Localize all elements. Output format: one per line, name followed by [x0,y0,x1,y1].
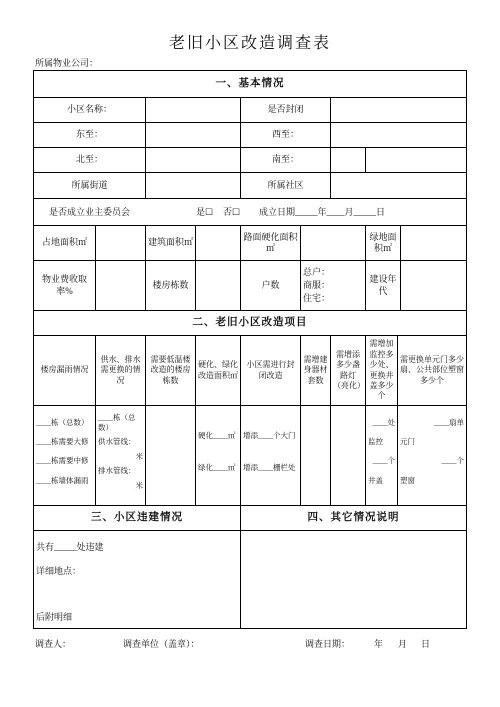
south-value-cell [331,148,366,173]
supply-pipe-label: 供水管线： [98,437,136,446]
community-value-cell [331,173,467,199]
section2-header: 二、老旧小区改造项目 [34,311,467,336]
households-total-line: 总户： [303,266,331,277]
street-label: 所属街道 [34,173,146,199]
column-header-hardening-greening: 硬化、绿化改造面积㎡ [196,336,241,406]
leak-wall-line: ____栋墙体漏雨 [36,475,89,485]
leak-major-repair-line: ____栋需要大修 [36,436,89,446]
hardening-area-line: 硬化____㎡ [198,430,236,440]
owners-committee-cell [34,199,467,226]
window-count-line: ____个 [441,456,464,466]
other-notes-cell [241,531,467,629]
section4-header: 四、其它情况说明 [241,506,467,531]
add-fences-line: 增添____栅栏处 [243,462,296,472]
east-value-cell [146,123,241,148]
building-area-label: 建筑面积㎡ [146,226,196,261]
column-header-water-pipes: 供水、排水需更换的情况 [96,336,146,406]
owners-committee-label: 是否成立业主委员会 [49,207,131,217]
build-year-value-cell [401,261,467,311]
survey-table [33,70,467,629]
fitness-equipment-cell [301,406,331,506]
owners-committee-row [34,199,467,226]
doors-windows-cell [398,406,467,506]
north-label: 北至： [34,148,146,173]
monitoring-label: 监控 [368,436,383,446]
building-area-value-cell [196,226,241,261]
east-label: 东至： [34,123,146,148]
unit-door-label: 元门 [400,436,415,446]
section3-4-content-row [34,531,467,629]
building-count-label: 楼房栋数 [146,261,196,311]
column-header-doors-windows: 需更换单元门多少扇、公共部位塑窗多少个 [398,336,467,406]
building-count-value-cell [196,261,241,311]
build-year-label: 建设年代 [366,261,401,311]
drain-pipe-unit: 米 [135,480,143,490]
households-breakdown-cell [301,261,366,311]
property-company-label: 所属物业公司： [35,58,99,68]
fee-rate-value-cell [96,261,146,311]
road-area-value-cell [301,226,366,261]
column-header-enclosure: 小区需进行封闭改造 [241,336,301,406]
west-label: 西至： [241,123,331,148]
green-area-label: 绿地面积㎡ [366,226,401,261]
road-area-label: 路面硬化面积㎡ [241,226,301,261]
illegal-construction-count-line: 共有_____处违建 [36,542,104,552]
monitoring-count-line: ____处 [372,417,395,427]
roof-leak-cell [34,406,96,506]
low-temp-buildings-cell [146,406,196,506]
drain-pipe-label: 排水管线： [98,466,136,475]
greening-area-line: 绿化____㎡ [198,462,236,472]
west-value-cell [331,123,467,148]
column-header-street-lights: 需增添多少盏路灯（亮化） [331,336,366,406]
no-checkbox-option: 否☐ [223,207,241,217]
unit-door-count-line: ____扇单 [434,417,464,427]
section2-column-header-row [34,336,467,406]
water-pipes-cell [96,406,146,506]
illegal-construction-cell [34,531,241,629]
community-label: 所属社区 [241,173,331,199]
green-area-value-cell [401,226,467,261]
east-west-row [34,123,467,148]
supply-pipe-unit: 米 [135,451,143,461]
pipes-total-line: ____栋（总数） [98,412,136,432]
enclosed-value-cell [331,98,467,123]
survey-date-day: 日 [421,639,431,649]
community-name-label: 小区名称： [34,98,146,123]
hardening-greening-cell [196,406,241,506]
form-title: 老旧小区改造调查表 [168,35,331,52]
households-residential-line: 住宅： [303,292,331,303]
leak-medium-repair-line: ____栋需要中修 [36,456,89,466]
fee-household-row [34,261,467,311]
enclosed-label: 是否封闭 [241,98,331,123]
south-extra-cell [366,148,467,173]
survey-unit-label: 调查单位（盖章）： [123,639,200,649]
yes-checkbox-option: 是☐ [196,207,214,217]
survey-date-month: 月 [398,639,408,649]
street-community-row [34,173,467,199]
window-label: 塑窗 [400,475,415,485]
section2-data-row [34,406,467,506]
south-label: 南至： [241,148,331,173]
land-area-label: 占地面积㎡ [34,226,96,261]
column-header-monitoring-covers: 需增加监控多少处、更换井盖多少个 [366,336,398,406]
section3-4-header-row [34,506,467,531]
column-header-low-temp-buildings: 需要低温楼改造的楼房栋数 [146,336,196,406]
leak-total-line: ____栋（总数） [36,417,89,427]
enclosure-cell [241,406,301,506]
cover-count-line: ____个 [372,456,395,466]
households-commercial-line: 商服： [303,279,331,290]
community-name-row [34,98,467,123]
households-label: 户数 [241,261,301,311]
section2-header-row [34,311,467,336]
area-row [34,226,467,261]
detailed-location-label: 详细地点： [36,566,82,576]
north-value-cell [146,148,241,173]
section1-header-row [34,71,467,98]
section1-header: 一、基本情况 [34,71,467,98]
established-date-field: 成立日期_____年____月_____日 [259,207,386,217]
land-area-value-cell [96,226,146,261]
column-header-roof-leak: 楼房漏雨情况 [34,336,96,406]
street-lights-cell [331,406,366,506]
cover-label: 井盖 [368,475,383,485]
street-value-cell [146,173,241,199]
north-south-row [34,148,467,173]
survey-date-label: 调查日期： [305,639,351,649]
monitoring-covers-cell [366,406,398,506]
fee-rate-label: 物业费收取率% [34,261,96,311]
survey-date-year: 年 [374,639,384,649]
investigator-label: 调查人： [35,639,72,649]
column-header-fitness-equipment: 需增建身器材套数 [301,336,331,406]
add-gates-line: 增添____个大门 [243,430,296,440]
community-name-value-cell [146,98,241,123]
section3-header: 三、小区违建情况 [34,506,241,531]
attached-details-label: 后附明细 [36,612,73,622]
